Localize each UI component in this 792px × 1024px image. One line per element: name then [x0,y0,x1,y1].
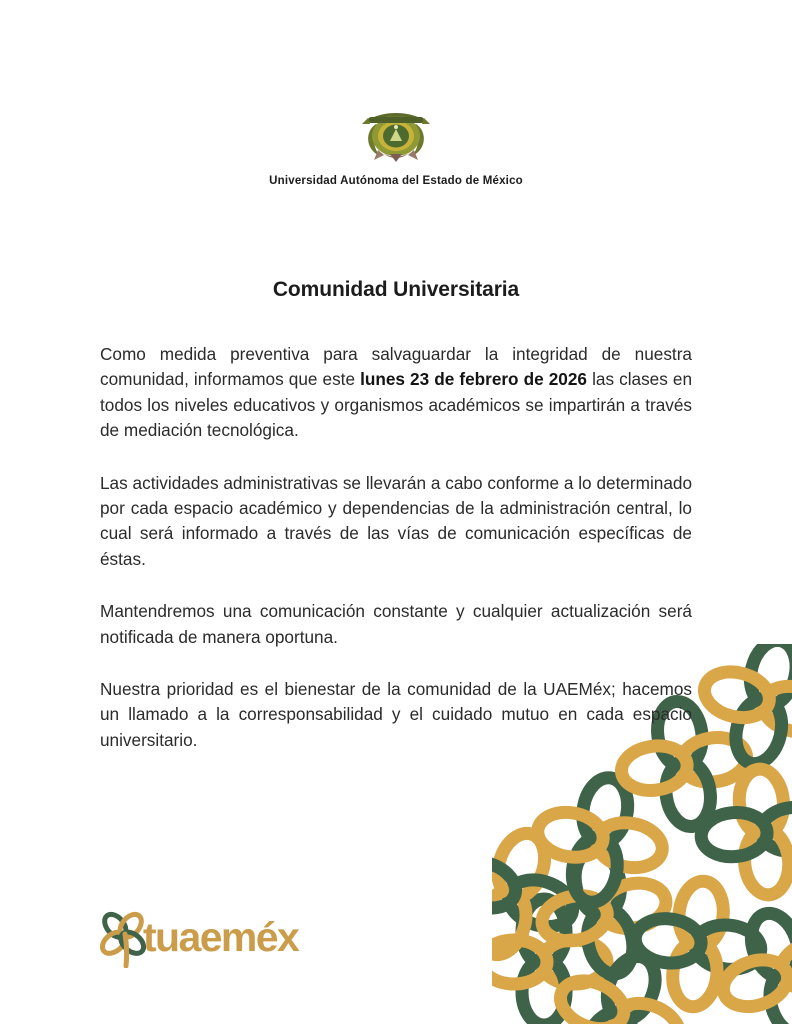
document-body [100,278,692,753]
paragraph-4: Nuestra prioridad es el bienestar de la comunidad de la UAEMéx; hacemos un llamado a la corresponsabilidad y el cuidado mutuo en cada espacio universitario. [100,679,692,750]
uaemex-crest-icon [360,108,432,164]
tuaemex-wordmark: tuaeméx [143,914,299,960]
announcement-date: lunes 23 de febrero de 2026 [360,369,587,390]
paragraph-1 [100,342,692,444]
paragraph-3: Mantendremos una comunicación constante y cualquier actualización será notificada de manera oportuna. [100,601,692,647]
university-name: Universidad Autónoma del Estado de México [269,175,523,187]
paragraph-2: Las actividades administrativas se llevarán a cabo conforme a lo determinado por cada espacio académico y dependencias de la administración central, lo cual será informado a través de las vías de comunicación específicas de éstas. [100,472,692,569]
document-header [0,0,792,187]
page-title: Comunidad Universitaria [272,278,520,301]
tuaemex-logo [98,910,298,968]
paragraph-1-after-bold: las clases en todos los niveles educativos y organismos académicos se impartirán a través de mediación tecnológica. [100,369,693,441]
paragraph-1-before-bold: Como medida preventiva para salvaguardar la integridad de nuestra comunidad, informamos que este [100,344,692,390]
